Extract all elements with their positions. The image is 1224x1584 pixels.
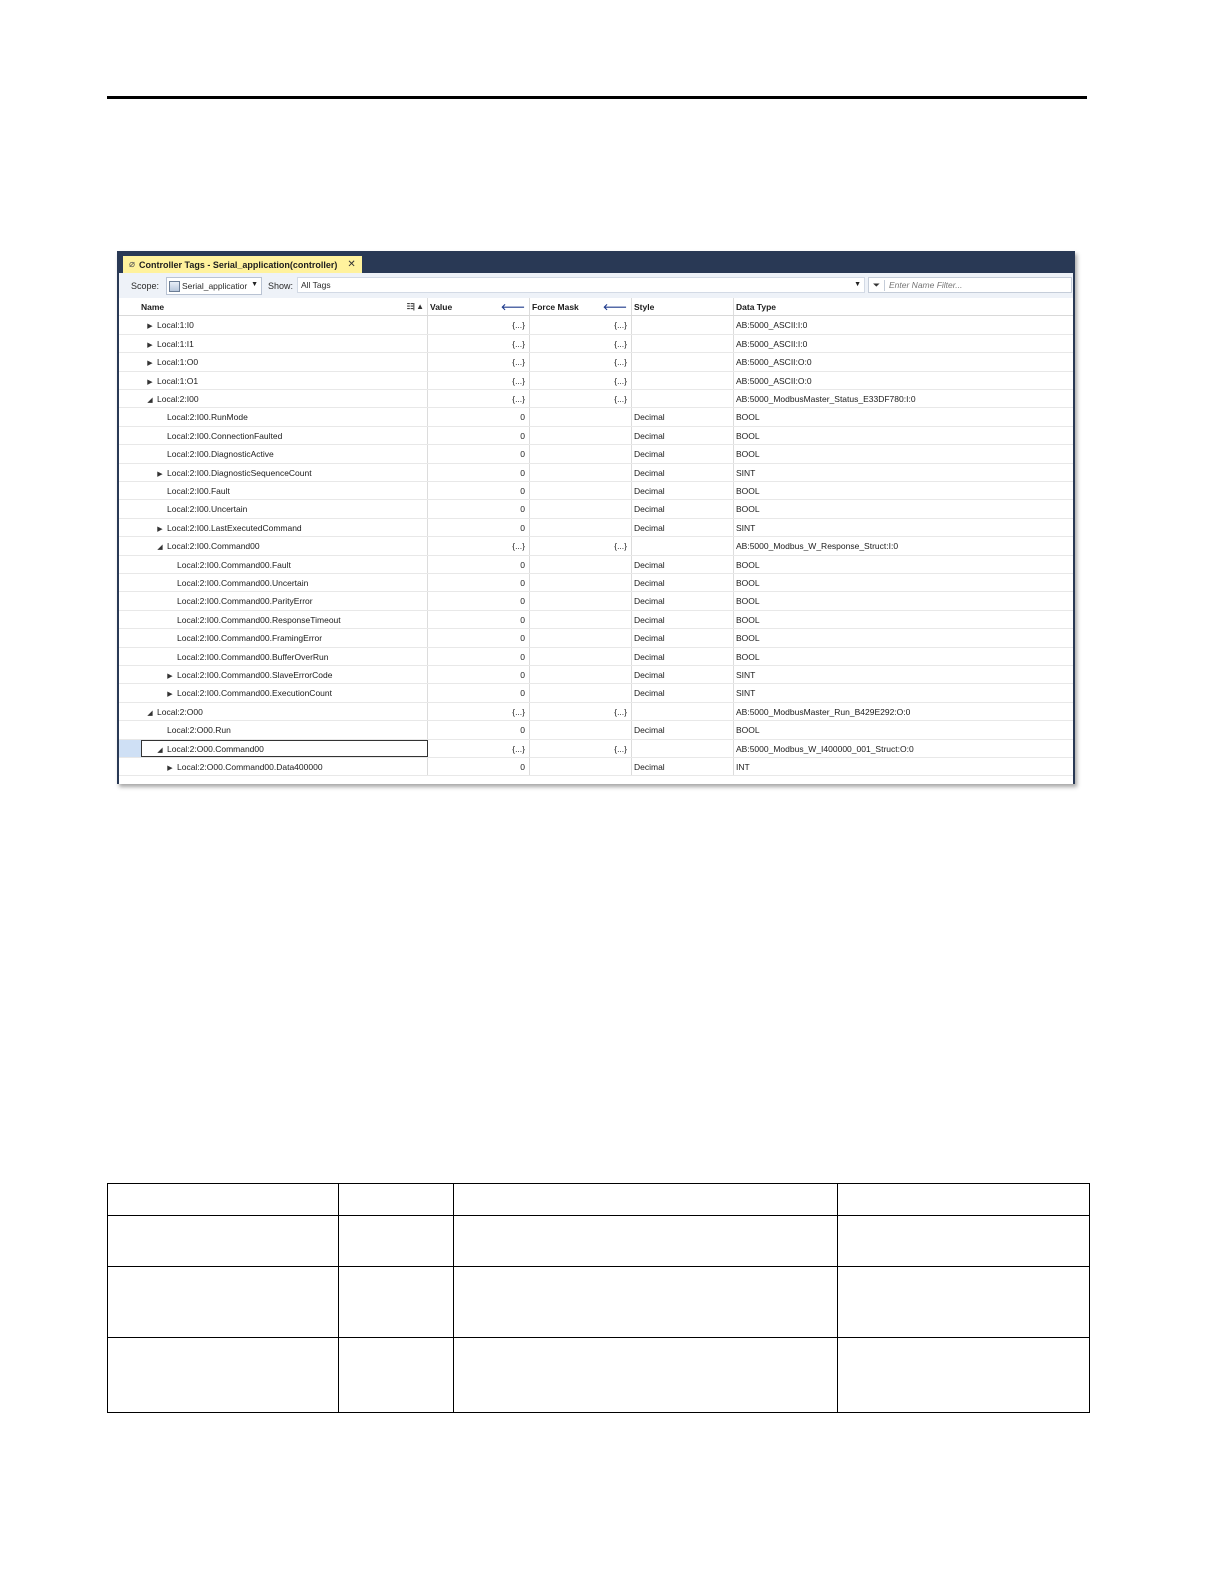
tag-style[interactable]: Decimal: [632, 519, 734, 536]
table-cell: [838, 1338, 1090, 1413]
tag-force-mask[interactable]: [530, 592, 632, 609]
table-row[interactable]: [119, 408, 1073, 426]
table-row[interactable]: [119, 500, 1073, 518]
table-row[interactable]: [119, 390, 1073, 408]
row-selector[interactable]: [119, 316, 141, 333]
tag-name: Local:1:I0: [157, 320, 194, 331]
scope-dropdown[interactable]: [166, 277, 262, 295]
tag-style[interactable]: Decimal: [632, 445, 734, 462]
tag-value[interactable]: 0: [428, 666, 530, 683]
tag-data-type: BOOL: [736, 430, 760, 441]
table-row[interactable]: [119, 372, 1073, 390]
tag-data-type: BOOL: [736, 614, 760, 625]
collapse-icon[interactable]: ◢: [157, 544, 163, 552]
chevron-down-icon: ▼: [251, 281, 258, 288]
tag-name-cell[interactable]: [141, 629, 428, 646]
expand-icon[interactable]: ▶: [147, 323, 153, 331]
row-selector[interactable]: [119, 592, 141, 609]
scope-label: Scope:: [131, 281, 160, 291]
row-selector[interactable]: [119, 482, 141, 499]
tag-force-mask[interactable]: {...}: [530, 316, 632, 333]
tag-data-type: BOOL: [736, 486, 760, 496]
tag-value[interactable]: 0: [428, 445, 530, 462]
tag-name: Local:2:I00.Command00.ParityError: [177, 596, 313, 607]
tag-name-cell[interactable]: [141, 740, 428, 757]
column-name-label: Name: [141, 302, 165, 312]
tag-style[interactable]: Decimal: [632, 592, 734, 609]
tag-value[interactable]: 0: [428, 574, 530, 591]
tag-style[interactable]: Decimal: [632, 574, 734, 591]
tag-name-cell[interactable]: [141, 758, 428, 775]
scope-value: Serial_applicatior: [182, 281, 248, 291]
tag-name-cell[interactable]: [141, 390, 428, 407]
tag-name-cell[interactable]: [141, 666, 428, 683]
tag-force-mask[interactable]: [530, 427, 632, 444]
tag-style[interactable]: Decimal: [632, 500, 734, 517]
tag-name: Local:2:I00.Command00: [167, 541, 260, 552]
tag-style[interactable]: Decimal: [632, 611, 734, 628]
table-row[interactable]: [119, 629, 1073, 647]
table-row[interactable]: [119, 574, 1073, 592]
table-row[interactable]: [119, 335, 1073, 353]
tag-force-mask[interactable]: {...}: [530, 335, 632, 352]
tag-name-cell[interactable]: [141, 519, 428, 536]
table-row[interactable]: [119, 427, 1073, 445]
grid-header-row: [119, 298, 1073, 316]
table-row[interactable]: [119, 482, 1073, 500]
tag-value[interactable]: 0: [428, 592, 530, 609]
tag-value[interactable]: 0: [428, 648, 530, 665]
column-value-label: Value: [430, 302, 453, 312]
tag-style[interactable]: Decimal: [632, 556, 734, 573]
tag-data-type: BOOL: [736, 578, 760, 588]
column-chooser-icon[interactable]: ☷|: [406, 302, 414, 311]
tag-name-cell[interactable]: [141, 500, 428, 517]
tag-force-mask[interactable]: [530, 482, 632, 499]
tag-value[interactable]: 0: [428, 500, 530, 517]
table-row[interactable]: [119, 740, 1073, 758]
tag-data-type: BOOL: [736, 412, 760, 423]
tag-data-type: AB:5000_ASCII:O:0: [736, 357, 812, 368]
tag-value[interactable]: 0: [428, 684, 530, 701]
filter-icon[interactable]: ⏷: [869, 280, 885, 291]
column-header-force-mask[interactable]: [530, 298, 632, 315]
tag-name: Local:1:I1: [157, 338, 194, 349]
tag-name: Local:2:I00.Command00.SlaveErrorCode: [177, 670, 333, 680]
table-cell: [108, 1216, 339, 1267]
row-selector[interactable]: [119, 537, 141, 554]
table-cell: [108, 1184, 339, 1216]
tag-style[interactable]: Decimal: [632, 629, 734, 646]
tag-name-cell[interactable]: [141, 721, 428, 738]
tag-data-type: BOOL: [736, 651, 760, 662]
sort-ascending-icon: ▲: [416, 302, 424, 311]
tag-name-cell[interactable]: [141, 684, 428, 701]
tag-name-cell[interactable]: [141, 556, 428, 573]
table-header-row: [108, 1184, 1090, 1216]
row-selector[interactable]: [119, 721, 141, 738]
page-header-rule: [107, 96, 1087, 99]
tag-name: Local:2:I00.RunMode: [167, 412, 248, 423]
table-row[interactable]: [119, 648, 1073, 666]
tag-name: Local:2:I00.Command00.BufferOverRun: [177, 651, 329, 662]
table-row[interactable]: [119, 556, 1073, 574]
tags-grid: [119, 298, 1073, 784]
tag-name: Local:2:O00: [157, 706, 203, 717]
tag-force-mask[interactable]: [530, 464, 632, 481]
tag-data-type: AB:5000_ASCII:I:0: [736, 320, 808, 331]
tag-name: Local:2:I00.Command00.ResponseTimeout: [177, 614, 341, 625]
tag-force-mask[interactable]: [530, 611, 632, 628]
tag-name-cell[interactable]: [141, 372, 428, 389]
tag-value[interactable]: {...}: [428, 703, 530, 720]
tag-value[interactable]: 0: [428, 408, 530, 425]
table-cell: [108, 1338, 339, 1413]
tag-style[interactable]: Decimal: [632, 648, 734, 665]
tag-force-mask[interactable]: [530, 721, 632, 738]
tag-style[interactable]: [632, 353, 734, 370]
tag-name-cell[interactable]: [141, 592, 428, 609]
table-row[interactable]: [119, 445, 1073, 463]
controller-tags-window: [117, 251, 1075, 784]
table-row[interactable]: [119, 464, 1073, 482]
tag-data-type: BOOL: [736, 596, 760, 607]
tag-value[interactable]: 0: [428, 611, 530, 628]
tag-force-mask[interactable]: [530, 629, 632, 646]
expand-icon[interactable]: ▶: [167, 691, 173, 699]
tab-bar: [117, 251, 1075, 273]
controller-icon: [169, 281, 180, 292]
table-cell: [838, 1184, 1090, 1216]
row-selector[interactable]: [119, 703, 141, 720]
tag-data-type: SINT: [736, 467, 756, 478]
row-selector[interactable]: [119, 500, 141, 517]
table-row[interactable]: [119, 611, 1073, 629]
tag-force-mask[interactable]: {...}: [530, 537, 632, 554]
tag-name-cell[interactable]: [141, 335, 428, 352]
tag-data-type: AB:5000_ModbusMaster_Run_B429E292:O:0: [736, 706, 911, 717]
tag-data-type: SINT: [736, 688, 756, 699]
tag-data-type: AB:5000_ModbusMaster_Status_E33DF780:I:0: [736, 394, 916, 404]
tag-name-cell[interactable]: [141, 353, 428, 370]
tag-data-type: BOOL: [736, 449, 760, 460]
tag-name: Local:2:O00.Command00.Data400000: [177, 762, 323, 772]
row-selector[interactable]: [119, 464, 141, 481]
tag-name-cell[interactable]: [141, 648, 428, 665]
row-selector[interactable]: [119, 684, 141, 701]
expand-icon[interactable]: ▶: [167, 765, 173, 772]
row-selector[interactable]: [119, 372, 141, 389]
document-table: [107, 1183, 1090, 1413]
show-dropdown[interactable]: [297, 277, 865, 293]
row-selector[interactable]: [119, 390, 141, 407]
tag-name: Local:1:O0: [157, 357, 199, 368]
tag-name: Local:1:O1: [157, 375, 199, 386]
tag-name-cell[interactable]: [141, 574, 428, 591]
tag-style[interactable]: Decimal: [632, 427, 734, 444]
tag-name-cell[interactable]: [141, 464, 428, 481]
tag-value[interactable]: {...}: [428, 316, 530, 333]
tag-force-mask[interactable]: [530, 445, 632, 462]
table-row: [108, 1216, 1090, 1267]
column-header-name[interactable]: [141, 298, 428, 315]
table-row[interactable]: [119, 592, 1073, 610]
expand-icon[interactable]: ▶: [147, 378, 153, 386]
name-filter-input[interactable]: [885, 279, 1071, 291]
tag-value[interactable]: 0: [428, 519, 530, 536]
tag-value[interactable]: {...}: [428, 390, 530, 407]
tag-name-cell[interactable]: [141, 611, 428, 628]
column-header-value[interactable]: [428, 298, 530, 315]
tag-value[interactable]: 0: [428, 464, 530, 481]
table-cell: [339, 1216, 454, 1267]
name-filter[interactable]: [868, 277, 1072, 293]
tag-name-cell[interactable]: [141, 482, 428, 499]
table-cell: [838, 1216, 1090, 1267]
tag-force-mask[interactable]: [530, 758, 632, 775]
tag-name: Local:2:I00.Fault: [167, 486, 230, 496]
tag-style[interactable]: Decimal: [632, 721, 734, 738]
tag-value[interactable]: {...}: [428, 537, 530, 554]
tag-data-type: BOOL: [736, 633, 760, 644]
tag-force-mask[interactable]: [530, 666, 632, 683]
tab-title: Controller Tags - Serial_application(controller): [139, 259, 338, 270]
tag-name-cell[interactable]: [141, 445, 428, 462]
column-header-style[interactable]: Style: [632, 298, 734, 315]
table-cell: [838, 1267, 1090, 1338]
table-row[interactable]: [119, 684, 1073, 702]
tag-data-type: AB:5000_ASCII:I:0: [736, 338, 808, 349]
row-selector[interactable]: [119, 335, 141, 352]
table-row[interactable]: [119, 721, 1073, 739]
table-row: [108, 1338, 1090, 1413]
table-cell: [339, 1184, 454, 1216]
tag-style[interactable]: [632, 703, 734, 720]
expand-icon[interactable]: ▶: [157, 470, 163, 478]
tag-name-cell[interactable]: [141, 427, 428, 444]
collapse-icon[interactable]: ◢: [147, 709, 153, 717]
tag-style[interactable]: [632, 372, 734, 389]
tag-data-type: BOOL: [736, 504, 760, 515]
tag-force-mask[interactable]: [530, 556, 632, 573]
table-row[interactable]: [119, 537, 1073, 555]
row-selector[interactable]: [119, 758, 141, 775]
tag-name: Local:2:O00.Command00: [167, 743, 264, 754]
table-cell: [339, 1267, 454, 1338]
table-row[interactable]: [119, 666, 1073, 684]
tag-force-mask[interactable]: {...}: [530, 703, 632, 720]
tag-style[interactable]: [632, 740, 734, 757]
tag-data-type: BOOL: [736, 725, 760, 736]
tag-value[interactable]: 0: [428, 758, 530, 775]
tag-force-mask[interactable]: {...}: [530, 372, 632, 389]
column-header-data-type[interactable]: Data Type: [736, 302, 776, 312]
tag-name: Local:2:I00.Uncertain: [167, 504, 248, 515]
row-selector[interactable]: [119, 611, 141, 628]
tag-value[interactable]: 0: [428, 556, 530, 573]
row-selector[interactable]: [119, 666, 141, 683]
table-cell: [454, 1184, 838, 1216]
tag-value[interactable]: {...}: [428, 335, 530, 352]
tag-name: Local:2:I00.LastExecutedCommand: [167, 522, 302, 533]
show-label: Show:: [268, 281, 294, 291]
tag-force-mask[interactable]: {...}: [530, 353, 632, 370]
row-selector-header: [119, 298, 141, 315]
arrow-left-icon: 🡐: [602, 302, 627, 312]
tag-name: Local:2:I00: [157, 394, 199, 404]
expand-icon[interactable]: ▶: [147, 360, 153, 368]
tag-style[interactable]: [632, 537, 734, 554]
close-icon[interactable]: ✕: [347, 259, 356, 270]
table-cell: [454, 1216, 838, 1267]
row-selector[interactable]: [119, 408, 141, 425]
tag-name-cell[interactable]: [141, 537, 428, 554]
row-selector[interactable]: [119, 427, 141, 444]
tag-data-type: BOOL: [736, 559, 760, 570]
row-selector[interactable]: [119, 556, 141, 573]
table-cell: [339, 1338, 454, 1413]
tag-style[interactable]: Decimal: [632, 408, 734, 425]
table-row[interactable]: [119, 703, 1073, 721]
table-row[interactable]: [119, 353, 1073, 371]
row-selector[interactable]: [119, 519, 141, 536]
tag-force-mask[interactable]: [530, 574, 632, 591]
tag-name-cell[interactable]: [141, 316, 428, 333]
row-selector[interactable]: [119, 740, 141, 757]
tag-style[interactable]: Decimal: [632, 666, 734, 683]
tag-style[interactable]: Decimal: [632, 758, 734, 775]
tag-force-mask[interactable]: {...}: [530, 390, 632, 407]
tag-name-cell[interactable]: [141, 703, 428, 720]
tag-name: Local:2:I00.Command00.ExecutionCount: [177, 688, 332, 699]
tag-name: Local:2:I00.DiagnosticSequenceCount: [167, 467, 312, 478]
tab-controller-tags[interactable]: [123, 256, 362, 273]
row-selector[interactable]: [119, 353, 141, 370]
tag-value[interactable]: 0: [428, 482, 530, 499]
tag-data-type: SINT: [736, 670, 756, 680]
tag-value[interactable]: 0: [428, 721, 530, 738]
tag-data-type: AB:5000_ASCII:O:0: [736, 375, 812, 386]
tag-value[interactable]: {...}: [428, 740, 530, 757]
tag-force-mask[interactable]: [530, 684, 632, 701]
expand-icon[interactable]: ▶: [147, 341, 153, 349]
table-cell: [454, 1267, 838, 1338]
expand-icon[interactable]: ▶: [167, 673, 173, 680]
tag-name: Local:2:I00.Command00.FramingError: [177, 633, 323, 644]
tag-value[interactable]: 0: [428, 427, 530, 444]
table-cell: [108, 1267, 339, 1338]
expand-icon[interactable]: ▶: [157, 525, 163, 533]
tag-name-cell[interactable]: [141, 408, 428, 425]
row-selector[interactable]: [119, 574, 141, 591]
tag-name: Local:2:I00.ConnectionFaulted: [167, 430, 283, 441]
tag-name: Local:2:O00.Run: [167, 725, 231, 736]
tag-value[interactable]: {...}: [428, 372, 530, 389]
arrow-left-icon: 🡐: [500, 302, 525, 312]
tag-style[interactable]: Decimal: [632, 464, 734, 481]
tag-data-type: SINT: [736, 522, 756, 533]
table-row[interactable]: [119, 316, 1073, 334]
tag-name: Local:2:I00.DiagnosticActive: [167, 449, 274, 460]
tag-style[interactable]: Decimal: [632, 482, 734, 499]
column-force-mask-label: Force Mask: [532, 302, 579, 312]
table-row[interactable]: [119, 758, 1073, 776]
tag-force-mask[interactable]: [530, 648, 632, 665]
table-cell: [454, 1338, 838, 1413]
row-selector[interactable]: [119, 648, 141, 665]
tag-name: Local:2:I00.Command00.Uncertain: [177, 578, 309, 588]
row-selector[interactable]: [119, 445, 141, 462]
tag-value[interactable]: {...}: [428, 353, 530, 370]
table-row[interactable]: [119, 519, 1073, 537]
tag-data-type: AB:5000_Modbus_W_Response_Struct:I:0: [736, 541, 899, 552]
tag-style[interactable]: [632, 335, 734, 352]
table-row: [108, 1267, 1090, 1338]
tag-data-type: INT: [736, 762, 750, 772]
tag-value[interactable]: 0: [428, 629, 530, 646]
tag-force-mask[interactable]: {...}: [530, 740, 632, 757]
tag-data-type: AB:5000_Modbus_W_I400000_001_Struct:O:0: [736, 743, 914, 754]
chevron-down-icon: ▼: [854, 281, 861, 288]
show-value: All Tags: [301, 280, 331, 290]
tag-force-mask[interactable]: [530, 408, 632, 425]
row-selector[interactable]: [119, 629, 141, 646]
tag-style[interactable]: [632, 316, 734, 333]
collapse-icon[interactable]: ◢: [157, 746, 163, 754]
collapse-icon[interactable]: ◢: [147, 397, 153, 404]
tag-force-mask[interactable]: [530, 500, 632, 517]
tag-icon: ⌀: [129, 259, 136, 270]
tag-style[interactable]: [632, 390, 734, 407]
tag-name: Local:2:I00.Command00.Fault: [177, 559, 291, 570]
tag-style[interactable]: Decimal: [632, 684, 734, 701]
tag-force-mask[interactable]: [530, 519, 632, 536]
tags-toolbar: [119, 273, 1073, 298]
